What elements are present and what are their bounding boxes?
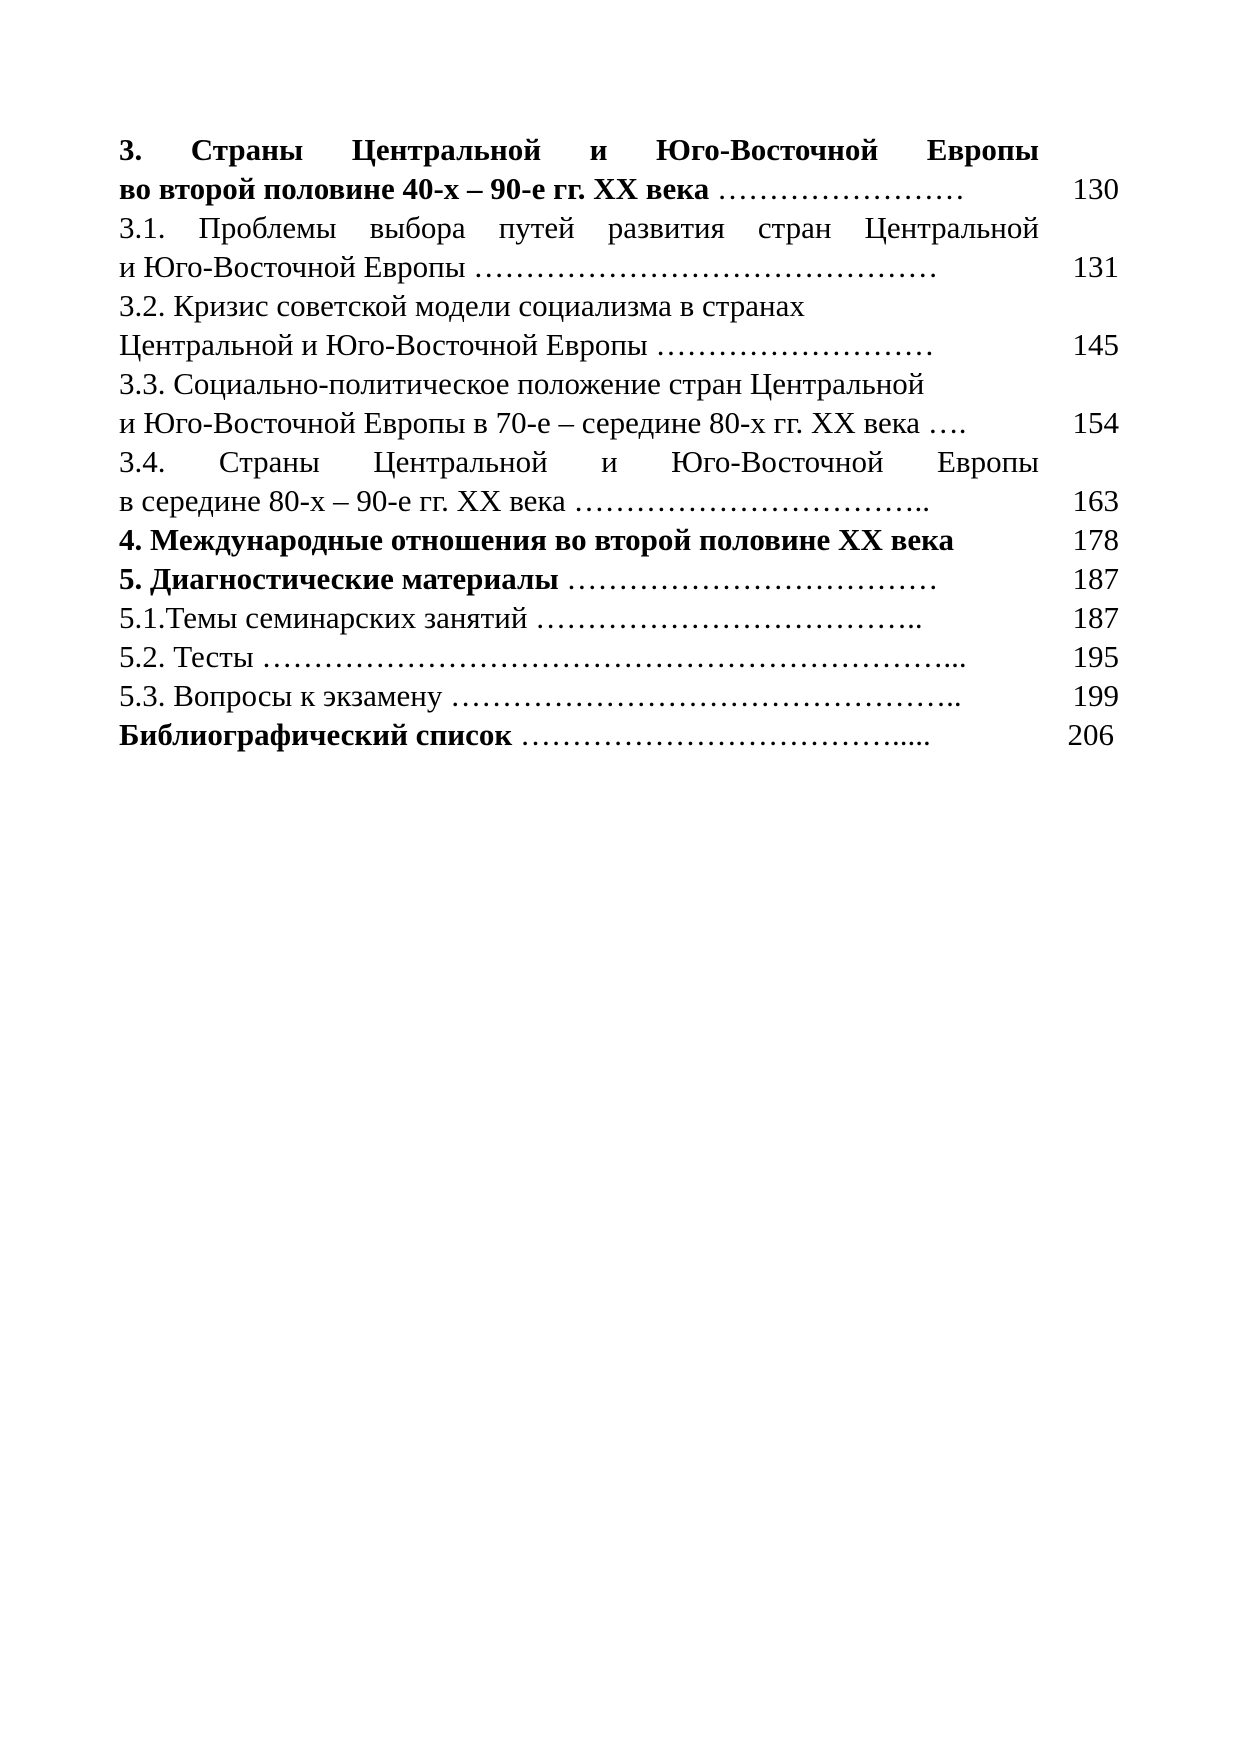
toc-entry-5-2	[119, 637, 1119, 676]
toc-entry-4-page-number: 178	[1072, 522, 1119, 557]
toc-entry-bibliography	[119, 715, 1119, 754]
toc-entry-4	[119, 520, 1119, 559]
toc-entry-4-title: 4. Международные отношения во второй половине XX века	[119, 522, 954, 557]
toc-entry-5-3-title: 5.3. Вопросы к экзамену …………………………………………..	[119, 678, 962, 713]
toc-entry-3-3-line-2	[119, 403, 1119, 442]
toc-entry-3-3-page-number: 154	[1072, 405, 1119, 440]
toc-entry-3-4-page-number: 163	[1072, 483, 1119, 518]
toc-entry-3-3-title-part-2: и Юго-Восточной Европы в 70-е – середине 80-х гг. XX века ….	[119, 405, 967, 440]
toc-entry-3-1-line-1	[119, 208, 1119, 247]
toc-entry-3-1-page-number: 131	[1072, 249, 1119, 284]
toc-entry-5-page-number: 187	[1072, 561, 1119, 596]
toc-entry-3-1-title-part-1: 3.1. Проблемы выбора путей развития стран Центральной	[119, 210, 1039, 245]
toc-entry-bibliography-page-number: 206	[1067, 717, 1114, 752]
toc-entry-5	[119, 559, 1119, 598]
toc-entry-5-1-page-number: 187	[1072, 600, 1119, 635]
toc-entry-3-line-1	[119, 130, 1119, 169]
toc-entry-3-page-number: 130	[1072, 171, 1119, 206]
toc-entry-5-2-title: 5.2. Тесты …………………………………………………………...	[119, 639, 967, 674]
toc-entry-3-2-line-1	[119, 286, 1119, 325]
toc-entry-3-1-line-2	[119, 247, 1119, 286]
toc-entry-5-title: 5. Диагностические материалы	[119, 561, 559, 596]
toc-entry-3-3-line-1	[119, 364, 1119, 403]
table-of-contents	[119, 130, 1119, 754]
toc-entry-5-1-title: 5.1.Темы семинарских занятий ………………………………..	[119, 600, 923, 635]
toc-entry-5-3-page-number: 199	[1072, 678, 1119, 713]
toc-entry-bibliography-title: Библиографический список	[119, 717, 513, 752]
toc-entry-5-leader-dots: ………………………………	[558, 561, 939, 596]
toc-entry-bibliography-leader-dots: ……………………………….....	[512, 717, 931, 752]
toc-entry-3-2-line-2	[119, 325, 1119, 364]
toc-entry-3-2-title-part-2: Центральной и Юго-Восточной Европы ………………………	[119, 327, 935, 362]
toc-entry-3-4-line-1	[119, 442, 1119, 481]
toc-entry-3-2-title-part-1: 3.2. Кризис советской модели социализма в странах	[119, 288, 805, 323]
toc-entry-3-4-title-part-1: 3.4. Страны Центральной и Юго-Восточной Европы	[119, 444, 1039, 479]
toc-entry-3-leader-dots: ……………………	[709, 171, 965, 206]
toc-entry-3-2-page-number: 145	[1072, 327, 1119, 362]
toc-entry-5-1	[119, 598, 1119, 637]
toc-entry-3-3-title-part-1: 3.3. Социально-политическое положение стран Центральной	[119, 366, 925, 401]
toc-entry-3-title-part-2: во второй половине 40-х – 90-е гг. XX века	[119, 171, 710, 206]
toc-entry-5-3	[119, 676, 1119, 715]
toc-entry-3-title-part-1: 3. Страны Центральной и Юго-Восточной Европы	[119, 132, 1039, 167]
toc-entry-3-4-line-2	[119, 481, 1119, 520]
toc-entry-3-1-title-part-2: и Юго-Восточной Европы ………………………………………	[119, 249, 939, 284]
toc-entry-3-line-2	[119, 169, 1119, 208]
toc-entry-5-2-page-number: 195	[1072, 639, 1119, 674]
toc-entry-3-4-title-part-2: в середине 80-х – 90-е гг. XX века ……………………………..	[119, 483, 931, 518]
